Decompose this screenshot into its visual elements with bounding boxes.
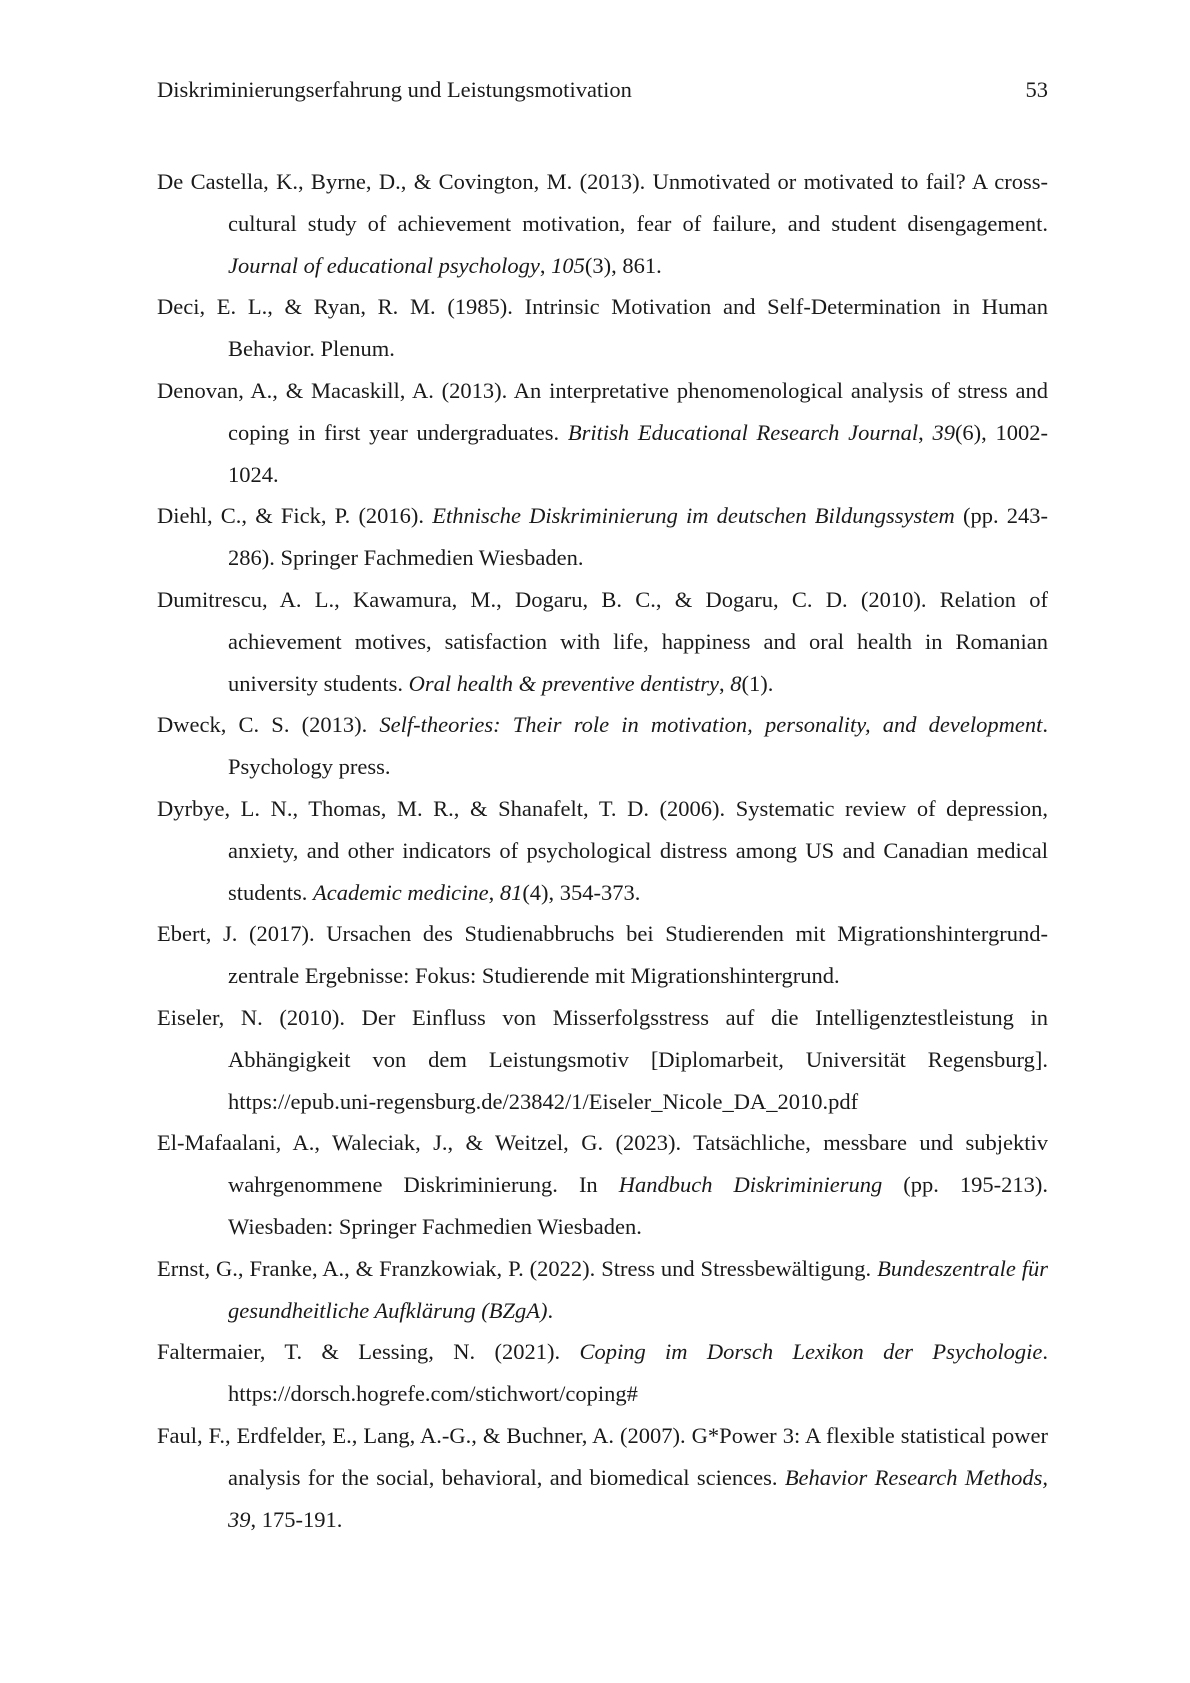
reference-entry: Deci, E. L., & Ryan, R. M. (1985). Intrinsic Motivation and Self-Determination in Human Behavior. Plenum. xyxy=(157,294,1048,362)
reference-entry: Diehl, C., & Fick, P. (2016). Ethnische Diskriminierung im deutschen Bildungssystem (pp. 243-286). Springer Fachmedien Wiesbaden. xyxy=(157,503,1048,571)
reference-entry: Dyrbye, L. N., Thomas, M. R., & Shanafelt, T. D. (2006). Systematic review of depression, anxiety, and other indicators of psychological distress among US and Canadian medical students. Academic medicine, 81(4), 354-373. xyxy=(157,795,1048,905)
reference-entry: Faltermaier, T. & Lessing, N. (2021). Coping im Dorsch Lexikon der Psychologie. https://dorsch.hogrefe.com/stichwort/coping# xyxy=(157,1339,1049,1407)
reference-entry: El-Mafaalani, A., Waleciak, J., & Weitzel, G. (2023). Tatsächliche, messbare und subjektiv wahrgenommene Diskriminierung. In Handbuch Diskriminierung (pp. 195-213). Wiesbaden: Springer Fachmedien Wiesbaden. xyxy=(157,1130,1049,1239)
page-number: 53 xyxy=(1025,77,1048,102)
running-header xyxy=(157,70,1048,110)
reference-entry: Dumitrescu, A. L., Kawamura, M., Dogaru, B. C., & Dogaru, C. D. (2010). Relation of achievement motives, satisfaction with life, happiness and oral health in Romanian university students. Oral health & preventive dentistry, 8(1). xyxy=(157,586,1048,696)
reference-entry: Dweck, C. S. (2013). Self-theories: Their role in motivation, personality, and development. Psychology press. xyxy=(157,712,1048,780)
reference-entry: De Castella, K., Byrne, D., & Covington, M. (2013). Unmotivated or motivated to fail? A cross-cultural study of achievement motivation, fear of failure, and student disengagement. Journal of educational psychology, 105(3), 861. xyxy=(157,169,1048,278)
reference-entry: Denovan, A., & Macaskill, A. (2013). An interpretative phenomenological analysis of stress and coping in first year undergraduates. British Educational Research Journal, 39(6), 1002-1024. xyxy=(157,377,1048,487)
reference-list xyxy=(157,161,1048,1540)
reference-entry: Ernst, G., Franke, A., & Franzkowiak, P. (2022). Stress und Stressbewältigung. Bundeszentrale für gesundheitliche Aufklärung (BZgA). xyxy=(157,1255,1048,1323)
reference-entry: Ebert, J. (2017). Ursachen des Studienabbruchs bei Studierenden mit Migrationshintergrund-zentrale Ergebnisse: Fokus: Studierende mit Migrationshintergrund. xyxy=(157,921,1048,989)
reference-entry: Eiseler, N. (2010). Der Einfluss von Misserfolgsstress auf die Intelligenztestleistung in Abhängigkeit von dem Leistungsmotiv [Diplomarbeit, Universität Regensburg]. https://epub.uni-regensburg.de/23842/1/Eiseler_Nicole_DA_2010.pdf xyxy=(157,1004,1048,1114)
reference-entry: Faul, F., Erdfelder, E., Lang, A.-G., & Buchner, A. (2007). G*Power 3: A flexible statistical power analysis for the social, behavioral, and biomedical sciences. Behavior Research Methods, 39, 175-191. xyxy=(157,1422,1048,1532)
running-title: Diskriminierungserfahrung und Leistungsmotivation xyxy=(157,77,632,102)
